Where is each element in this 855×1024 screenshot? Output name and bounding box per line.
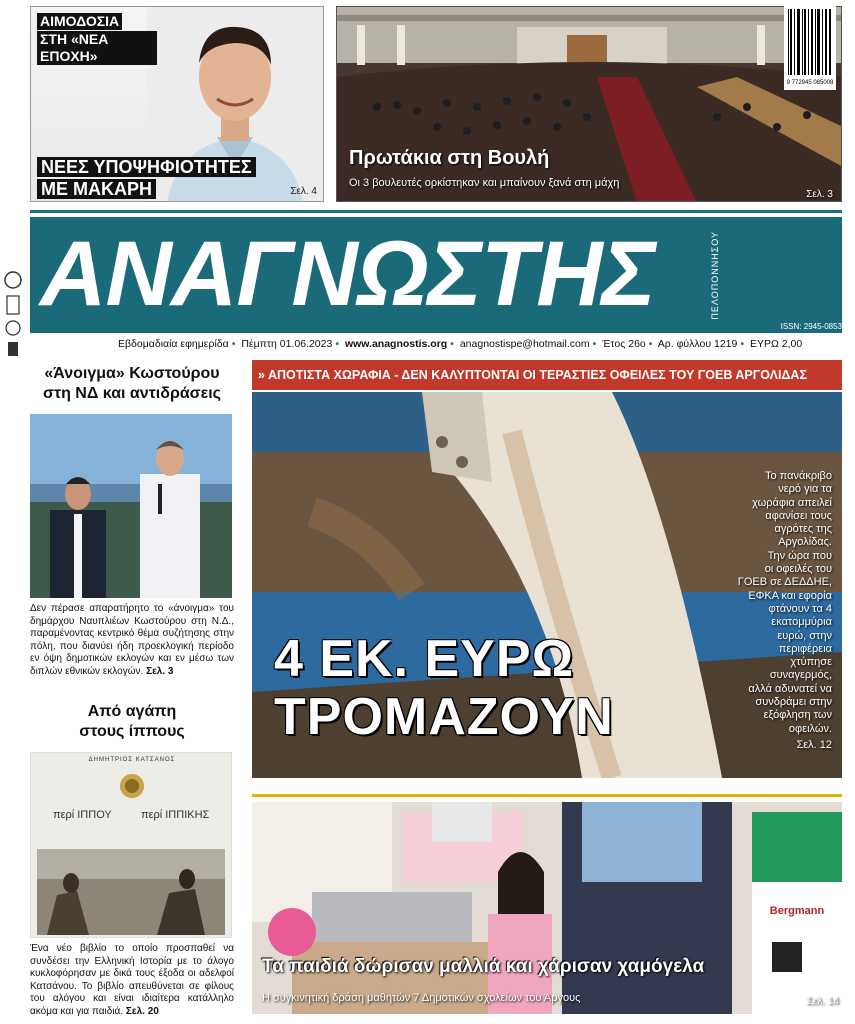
lead-summary-line: συναγερμός,	[769, 669, 832, 682]
lead-summary-line: ΓΟΕΒ σε ΔΕΔΔΗΕ,	[737, 576, 832, 589]
lead-summary-line: περιφέρεια	[778, 642, 832, 655]
barcode	[784, 4, 836, 90]
story2-title-line-1: Από αγάπη	[87, 703, 177, 720]
book-cover	[30, 752, 232, 938]
masthead	[30, 217, 842, 333]
lead-summary-line: αγρότες της	[774, 523, 832, 536]
headline-line-1: ΝΕΕΣ ΥΠΟΨΗΦΙΟΤΗΤΕΣ	[37, 157, 256, 177]
bottom-subtitle: Η συγκινητική δράση μαθητών 7 Δημοτικών σχολείων του Άργους	[262, 992, 581, 1004]
story1-title-line-1: «Άνοιγμα» Κωστούρου	[44, 365, 220, 382]
paper-type: Εβδομαδιαία εφημερίδα	[118, 338, 229, 350]
lead-summary-line: Το πανάκριβο	[765, 470, 832, 482]
lead-summary-line: αφανίσει τους	[765, 509, 832, 522]
price: ΕΥΡΩ 2,00	[749, 338, 803, 350]
lead-summary-line: φτάνουν τα 4	[768, 602, 832, 615]
politicians-photo	[30, 414, 232, 598]
story1-page-ref[interactable]: Σελ. 3	[146, 665, 174, 677]
horse-riders-photo	[37, 849, 225, 935]
barcode-icon	[787, 7, 833, 87]
teaser-parliament[interactable]	[336, 6, 842, 202]
lead-summary-line: αλλά αδυνατεί να	[748, 682, 832, 695]
lead-headline-line-2: ΤΡΟΜΑΖΟΥΝ	[274, 688, 614, 746]
story1-title[interactable]	[30, 364, 234, 404]
info-line: Εβδομαδιαία εφημερίδα • Πέμπτη 01.06.2023 • www.anagnostis.org • anagnostispe@hotmail.com • Έτος 26ο • Αρ. φύλλου 1219 • ΕΥΡΩ 2,00	[118, 338, 803, 350]
kicker-line-1: ΑΙΜΟΔΟΣΙΑ	[37, 13, 122, 30]
lead-summary-line: οφειλών.	[788, 722, 832, 735]
lead-banner[interactable]	[252, 360, 842, 390]
teaser-headline: Πρωτάκια στη Βουλή	[349, 147, 550, 169]
lead-summary-line: χτύπησε	[790, 656, 832, 669]
masthead-rule	[30, 210, 842, 213]
website-link[interactable]: www.anagnostis.org	[344, 338, 448, 350]
side-logos	[2, 270, 24, 360]
bottom-rule	[252, 794, 842, 797]
story2-title[interactable]	[30, 702, 234, 742]
issn: ISSN: 2945-0853	[780, 322, 842, 331]
chevron-right-icon: »	[258, 368, 265, 382]
lead-summary-line: νερό για τα	[778, 483, 832, 496]
lead-summary-line: οι οφειλές του	[764, 563, 832, 576]
story2-text: Ένα νέο βιβλίο το οποίο προσπαθεί να συνδέσει την Ελληνική Ιστορία με το άλογο κυκλοφόρησαν με δικά τους έξοδα οι αδελφοί Κατσάνου. Το βιβλίο απευθύνεται σε φίλους του αλόγου και είναι ιδιαίτερα κατάλληλο ακόμα και για παιδιά.	[30, 943, 234, 1017]
lead-summary-line: συνδράμει στην	[755, 696, 832, 709]
region-label: ΠΕΛΟΠΟΝΝΗΣΟΥ	[710, 231, 720, 320]
book-author: ΔΗΜΗΤΡΙΟΣ ΚΑΤΣΑΝΟΣ	[88, 757, 176, 763]
lead-summary-line: εξόφληση των	[763, 709, 832, 722]
teaser-headline	[37, 157, 277, 201]
parliament-photo	[337, 7, 842, 202]
newspaper-title: ΑΝΑΓΝΩΣΤΗΣ	[40, 223, 655, 325]
bottom-page-ref[interactable]: Σελ. 14	[806, 996, 839, 1007]
kicker	[37, 13, 157, 66]
teaser-subtitle: Οι 3 βουλευτές ορκίστηκαν και μπαίνουν ξανά στη μάχη	[349, 177, 620, 189]
book-title-2: περί ΙΠΠΙΚΗΣ	[141, 809, 210, 821]
year-label: Έτος 26ο	[602, 338, 646, 350]
page-ref: Σελ. 3	[806, 189, 833, 200]
headline-line-2: ΜΕ ΜΑΚΑΡΗ	[37, 179, 156, 199]
lead-summary-line: χωράφια απειλεί	[752, 496, 832, 509]
story1-body	[30, 603, 234, 678]
issue-number: Αρ. φύλλου 1219	[657, 338, 738, 350]
story2-page-ref[interactable]: Σελ. 20	[125, 1005, 159, 1017]
lead-banner-text: ΑΠΟΤΙΣΤΑ ΧΩΡΑΦΙΑ - ΔΕΝ ΚΑΛΥΠΤΟΝΤΑΙ ΟΙ ΤΕΡΑΣΤΙΕΣ ΟΦΕΙΛΕΣ ΤΟΥ ΓΟΕΒ ΑΡΓΟΛΙΔΑΣ	[267, 368, 807, 382]
children-donation-photo	[252, 802, 842, 1014]
issue-date: Πέμπτη 01.06.2023	[241, 338, 333, 350]
lead-summary-line: Αργολίδας.	[778, 536, 832, 549]
bottom-headline[interactable]: Τα παιδιά δώρισαν μαλλιά και χάρισαν χαμόγελα	[262, 956, 705, 977]
lead-summary-line: ευρώ, στην	[777, 629, 832, 642]
sign-text: Bergmann	[769, 905, 825, 917]
lead-summary-line: εκατομμύρια	[771, 616, 832, 629]
story1-title-line-2: στη ΝΔ και αντιδράσεις	[43, 385, 221, 402]
teaser-blood-donation[interactable]	[30, 6, 324, 202]
emblem-icon	[117, 771, 147, 801]
lead-summary-line: ΕΦΚΑ και εφορία	[748, 589, 832, 602]
email-link[interactable]: anagnostispe@hotmail.com	[459, 338, 590, 350]
lead-page-ref[interactable]: Σελ. 12	[796, 738, 832, 751]
page-ref: Σελ. 4	[290, 186, 317, 197]
story2-body	[30, 943, 234, 1018]
book-title-1: περί ΙΠΠΟΥ	[53, 809, 112, 821]
story2-title-line-2: στους ίππους	[79, 723, 185, 740]
story1-text: Δεν πέρασε απαρατήρητο το «άνοιγμα» του δημάρχου Ναυπλιέων Κωστούρου στη Ν.Δ., παραμένοντας κεντρικό θέμα συζήτησης στην πόλη, που διανύει ήδη προεκλογική περίοδο εν όψη δημοτικών εκλογών και εν μέσω των διπλών εθνικών εκλογών.	[30, 603, 234, 677]
lead-summary-line: Την ώρα που	[767, 549, 832, 562]
lead-summary	[692, 470, 832, 752]
kicker-line-2: ΣΤΗ «ΝΕΑ ΕΠΟΧΗ»	[37, 31, 157, 65]
svg-text:9 772945 085008: 9 772945 085008	[787, 80, 833, 86]
lead-headline-line-1: 4 ΕΚ. ΕΥΡΩ	[274, 630, 575, 688]
lead-headline[interactable]	[274, 630, 614, 746]
